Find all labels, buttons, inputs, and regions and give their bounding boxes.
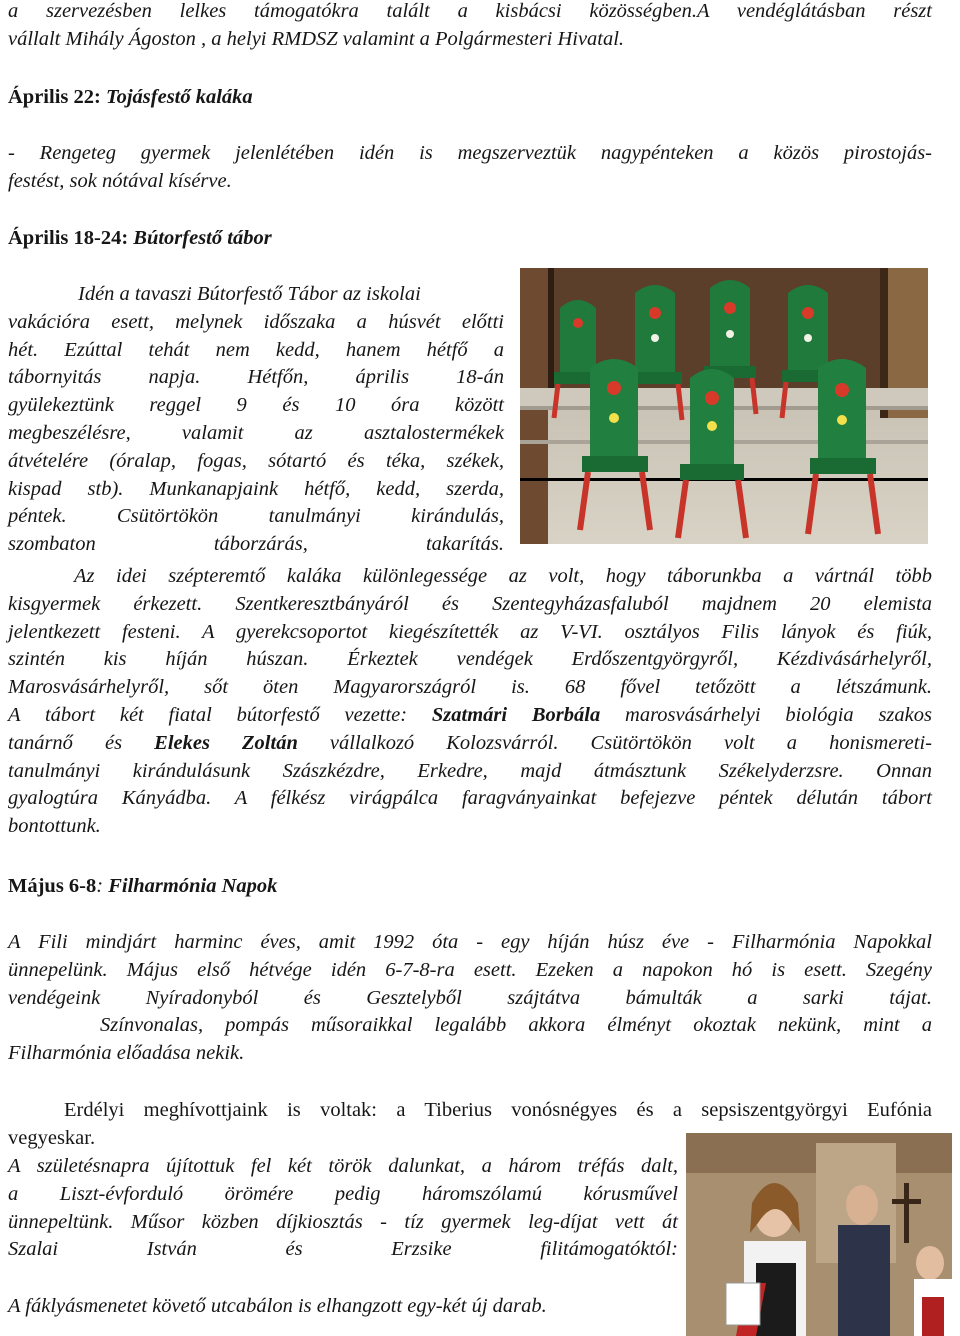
butor-full-paragraph: Az idei szépteremtő kaláka különlegessége az volt, hogy táborunkba a vártnál több kisgyermek érkezett. Szentkeresztbányáról és Szentegyházasfaluból majdnem 20 elemista jelentkezett festeni. A gyerekcsoportot kiegészítették az V-VI. osztályos Filis lányok és fiúk, szintén kis híján húszan. Érkeztek vendégek Erdőszentgyörgyről, Kézdivásárhelyről, Marosvásárhelyről, sőt öten Magyarországról is. 68 fővel tetőzött a létszámunk. A tábort két fiatal bútorfestő vezette: Szatmári Borbála marosvásárhelyi biológia szakos tanárnő és Elekes Zoltán vállalkozó Kolozsvárról. Csütörtökön volt a honismereti- tanulmányi kirándulásunk Szászkézdre, Erkedre, majd átmásztunk Székelyderzsre. Onnan gyalogtúra Kányádba. A félkész virágpálca faragványainkat befejezve péntek délután tábort bontottunk.: [8, 565, 932, 838]
intro-line-1: a szervezésben lelkes támogatókra talált a kisbácsi közösségben.A vendéglátásban részt: [8, 0, 932, 22]
filharmonia-paragraph-4: A fáklyásmenetet követő utcabálon is elhangzott egy-két új darab.: [8, 1295, 547, 1317]
painted-chairs-photo: [520, 268, 928, 544]
butor-column-text: Idén a tavaszi Bútorfestő Tábor az iskolai vakációra esett, melynek időszaka a húsvét előtti hét. Ezúttal tehát nem kedd, hanem hétfő a tábornyitás napja. Hétfőn, április 18-án gyülekeztünk reggel 9 és 10 óra között megbeszélésre, valamit az asztalostermékek átvételére (óralap, fogas, sótartó és téka, székek, kispad stb). Munkanapjaink hétfő, kedd, szerda, péntek. Csütörtökön tanulmányi kirándulás, szombaton táborzárás, takarítás.: [8, 283, 504, 556]
name-elekes-zoltan: Elekes Zoltán: [154, 731, 298, 754]
filharmonia-paragraph-3: A születésnapra újítottuk fel két török dalunkat, a három tréfás dalt, a Liszt-évforduló örömére pedig háromszólamú kórusművel ünnepeltünk. Műsor közben díjkiosztás - tíz gyermek leg-díjat vett át Szalai István és Erzsike filitámogatóktól:: [8, 1155, 678, 1261]
name-szatmari-borbala: Szatmári Borbála: [431, 703, 601, 726]
tojas-text-line-2: festést, sok nótával kísérve.: [8, 170, 232, 192]
filharmonia-paragraph-2: Erdélyi meghívottjaink is voltak: a Tiberius vonósnégyes és a sepsiszentgyörgyi Eufónia vegyeskar.: [8, 1099, 932, 1149]
intro-line-2: vállalt Mihály Ágoston , a helyi RMDSZ valamint a Polgármesteri Hivatal.: [8, 28, 625, 50]
heading-tojasfesto: Április 22: Tojásfestő kaláka: [8, 86, 253, 108]
heading-butorfesto: Április 18-24: Bútorfestő tábor: [8, 227, 272, 249]
tojas-text-line-1: - Rengeteg gyermek jelenlétében idén is megszerveztük nagypénteken a közös pirostojás-: [8, 142, 932, 164]
filharmonia-paragraph-1: A Fili mindjárt harminc éves, amit 1992 óta - egy híján húsz éve - Filharmónia Napokkal ünnepelünk. Május első hétvége idén 6-7-8-ra esett. Ezeken a napokon hó is esett. Szegény vendégeink Nyíradonyból és Gesztelyből szájtátva bámulták a sarki tájat. Színvonalas, pompás műsoraikkal legalább akkora élményt okoztak nekünk, mint a Filharmónia előadása nekik.: [8, 931, 932, 1065]
heading-filharmonia: Május 6-8: Filharmónia Napok: [8, 875, 278, 897]
concert-photo: [686, 1133, 952, 1336]
